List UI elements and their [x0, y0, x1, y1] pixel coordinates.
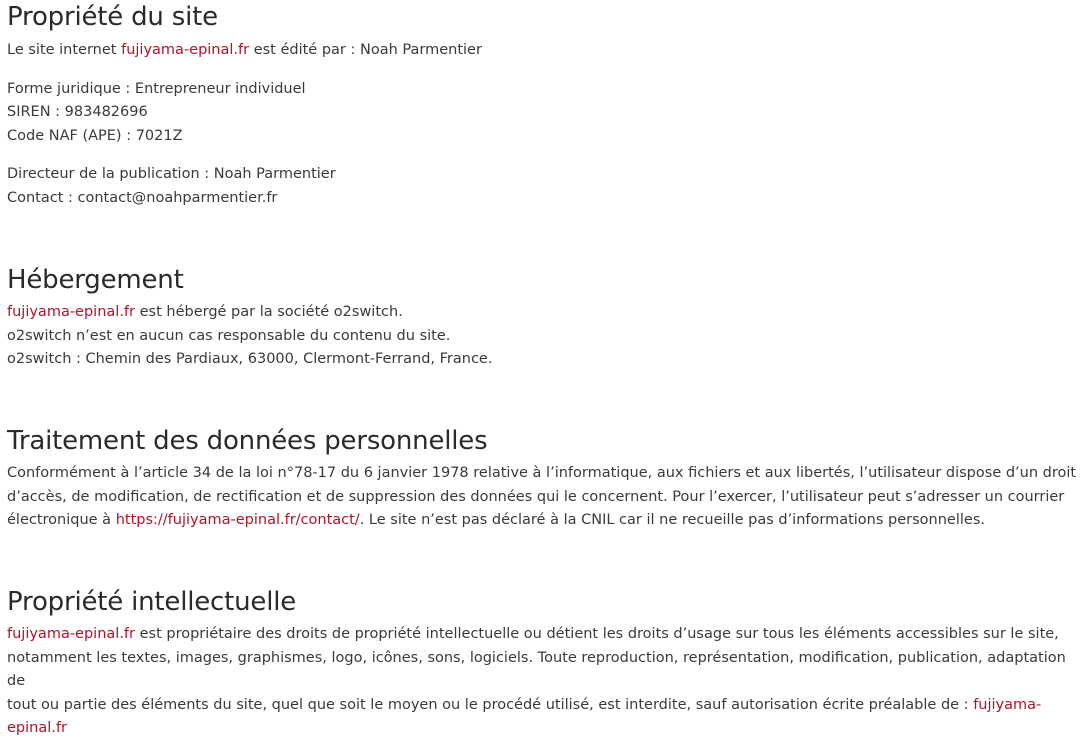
hosting-line-3: o2switch : Chemin des Pardiaux, 63000, Clermont-Ferrand, France.: [7, 351, 493, 367]
data-protection-line-1: Conformément à l’article 34 de la loi n°78-17 du 6 janvier 1978 relative à l’informatique, aux fichiers et aux libertés, l’utilisateur dispose d’un droit: [7, 465, 1077, 481]
legal-info-paragraph: [7, 78, 1087, 149]
hosting-line-2: o2switch n’est en aucun cas responsable du contenu du site.: [7, 327, 451, 344]
data-protection-line-2: d’accès, de modification, de rectification et de suppression des données qui le concernent. Pour l’exercer, l’utilisateur peut s’adresser un courrier: [7, 488, 1065, 505]
hosting-line-1-suffix: est hébergé par la société o2switch.: [135, 304, 403, 320]
site-link[interactable]: fujiyama-epinal.fr: [7, 304, 135, 320]
section-propriete-site: [7, 1, 1087, 210]
contact-page-link[interactable]: https://fujiyama-epinal.fr/contact/: [115, 512, 360, 528]
ip-line-1-suffix: est propriétaire des droits de propriété intellectuelle ou détient les droits d’usage sur tous les éléments accessibles sur le site,: [135, 626, 1059, 642]
hosting-paragraph: [7, 301, 1087, 372]
ip-line-3: [7, 694, 1087, 741]
section-propriete-intellectuelle: [7, 586, 1087, 741]
site-link[interactable]: fujiyama-epinal.fr: [121, 42, 250, 58]
section-title-donnees-personnelles: Traitement des données personnelles: [7, 426, 488, 456]
forme-juridique: Forme juridique : Entrepreneur individuel: [7, 80, 306, 97]
code-naf: Code NAF (APE) : 7021Z: [7, 127, 183, 144]
site-link[interactable]: fujiyama-epinal.fr: [7, 696, 1042, 736]
section-title-propriete-site: Propriété du site: [7, 2, 218, 32]
director-paragraph: [7, 163, 1087, 210]
data-protection-line-3-suffix: . Le site n’est pas déclaré à la CNIL car il ne recueille pas d’informations personnelles.: [359, 512, 985, 528]
section-donnees-personnelles: [7, 425, 1087, 533]
section-title-hebergement: Hébergement: [7, 265, 184, 295]
contact-email: Contact : contact@noahparmentier.fr: [7, 189, 278, 206]
data-protection-line-3: [7, 509, 1087, 533]
publisher-intro-prefix: Le site internet: [7, 42, 122, 58]
section-hebergement: [7, 264, 1087, 372]
publisher-intro-suffix: est édité par : Noah Parmentier: [249, 42, 482, 58]
section-title-propriete-intellectuelle: Propriété intellectuelle: [7, 587, 297, 617]
ip-line-1: [7, 623, 1087, 647]
publisher-paragraph: [7, 39, 1087, 63]
data-protection-paragraph: [7, 462, 1087, 533]
publication-director: Directeur de la publication : Noah Parmentier: [7, 166, 336, 182]
ip-line-3-prefix: tout ou partie des éléments du site, quel que soit le moyen ou le procédé utilisé, est interdite, sauf autorisation écrite préalable de :: [7, 696, 974, 713]
site-link[interactable]: fujiyama-epinal.fr: [7, 626, 135, 642]
hosting-line-1: [7, 301, 1087, 325]
intellectual-property-paragraph: [7, 623, 1087, 741]
ip-line-2: notamment les textes, images, graphismes, logo, icônes, sons, logiciels. Toute reproduction, représentation, modification, publication, adaptation de: [7, 649, 1066, 689]
data-protection-line-3-prefix: électronique à: [7, 512, 116, 528]
siren-number: SIREN : 983482696: [7, 104, 148, 120]
